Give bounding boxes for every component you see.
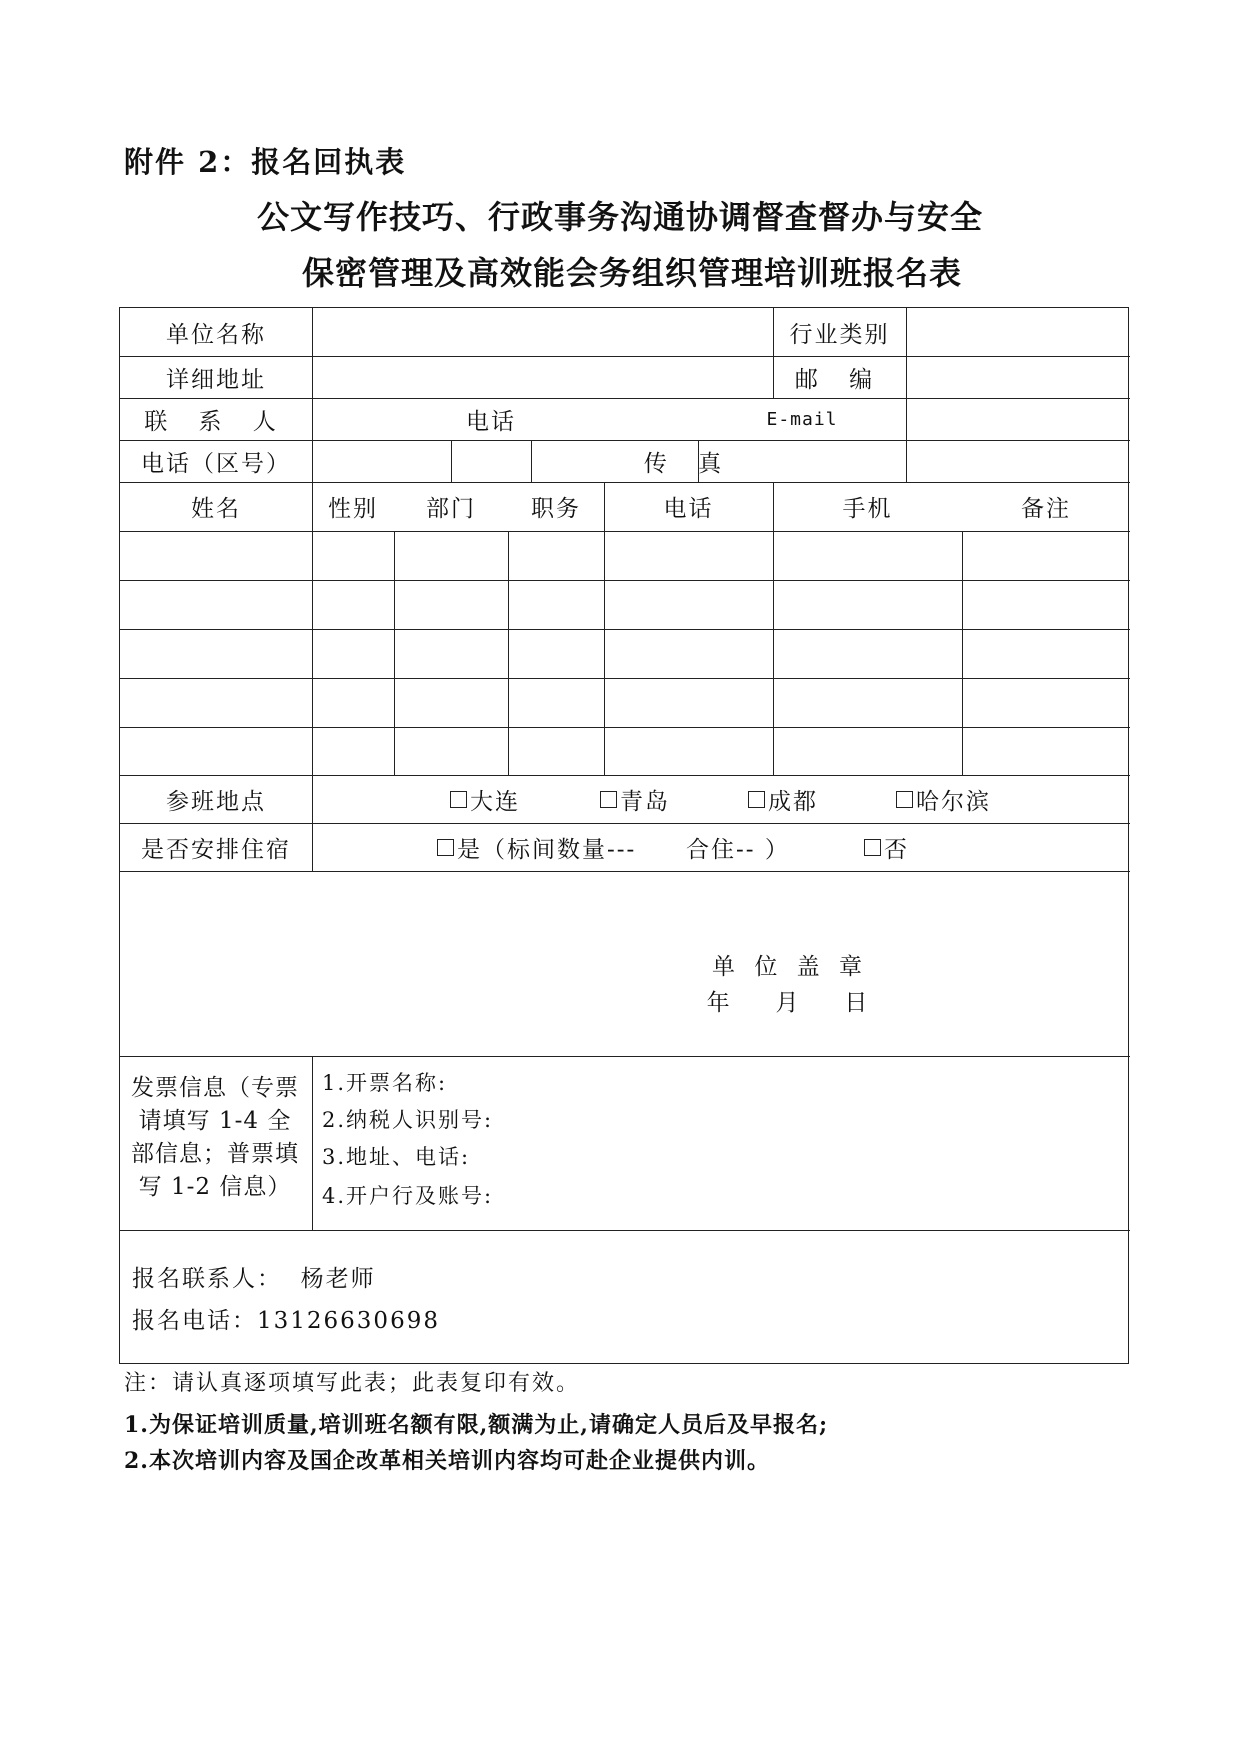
registration-phone: 报名电话：13126630698	[132, 1307, 440, 1334]
postcode-label: 邮 编	[794, 366, 885, 393]
location-option-chengdu[interactable]	[748, 775, 848, 823]
table-row[interactable]	[120, 580, 1130, 629]
location-option-label: 青岛	[620, 788, 670, 815]
industry-label: 行业类别	[789, 321, 890, 348]
col-header-mobile: 手机	[842, 496, 893, 522]
form-title-line-1: 公文写作技巧、行政事务沟通协调督查督办与安全	[256, 198, 983, 236]
location-option-label: 哈尔滨	[916, 788, 991, 815]
checkbox-icon[interactable]	[437, 839, 454, 856]
note-limited-seats: 1.为保证培训质量,培训班名额有限,额满为止,请确定人员后及早报名;	[124, 1412, 829, 1438]
unit-name-field[interactable]	[313, 308, 773, 356]
fax-field[interactable]	[774, 440, 1130, 482]
location-option-harbin[interactable]	[896, 775, 1026, 823]
form-title-line-2: 保密管理及高效能会务组织管理培训班报名表	[301, 254, 962, 292]
checkbox-icon[interactable]	[450, 791, 467, 808]
industry-field[interactable]	[907, 308, 1130, 356]
lodging-option-no[interactable]	[864, 823, 944, 871]
col-header-position: 职务	[531, 496, 581, 522]
invoice-item: 1.开票名称:	[322, 1071, 448, 1095]
lodging-option-yes[interactable]	[437, 823, 667, 871]
checkbox-icon[interactable]	[864, 839, 881, 856]
table-row[interactable]	[120, 629, 1130, 678]
location-label: 参班地点	[166, 788, 266, 815]
lodging-no-label: 否	[884, 836, 909, 863]
contact-field[interactable]	[313, 398, 451, 440]
seal-label: 单 位 盖 章	[712, 953, 868, 980]
attachment-label: 附件 2：报名回执表	[124, 145, 407, 179]
lodging-share-label: 合住-- ）	[686, 836, 790, 863]
note-inhouse-training: 2.本次培训内容及国企改革相关培训内容均可赴企业提供内训。	[124, 1448, 770, 1474]
checkbox-icon[interactable]	[600, 791, 617, 808]
registration-contact: 报名联系人： 杨老师	[132, 1265, 376, 1292]
note-copy-valid: 注：请认真逐项填写此表；此表复印有效。	[124, 1371, 581, 1396]
location-option-dalian[interactable]	[450, 775, 550, 823]
phone-area-label: 电话（区号）	[141, 450, 291, 477]
invoice-item: 3.地址、电话:	[322, 1145, 471, 1169]
phone-field[interactable]	[532, 398, 698, 440]
date-label: 年 月 日	[706, 989, 874, 1016]
invoice-item: 4.开户行及账号:	[322, 1184, 494, 1208]
col-header-department: 部门	[426, 496, 476, 522]
registration-form	[119, 307, 1129, 1364]
invoice-label: 发票信息（专票请填写 1-4 全部信息；普票填写 1-2 信息）	[131, 1075, 299, 1200]
col-header-gender: 性别	[328, 496, 378, 522]
address-field[interactable]	[313, 356, 773, 398]
email-label: E-mail	[766, 408, 838, 430]
checkbox-icon[interactable]	[896, 791, 913, 808]
col-header-name: 姓名	[191, 496, 241, 522]
email-field[interactable]	[907, 398, 1130, 440]
address-label: 详细地址	[166, 366, 266, 393]
checkbox-icon[interactable]	[748, 791, 765, 808]
location-option-label: 成都	[768, 788, 818, 815]
invoice-item: 2.纳税人识别号:	[322, 1108, 494, 1132]
table-row[interactable]	[120, 678, 1130, 727]
location-option-label: 大连	[470, 788, 520, 815]
contact-label: 联 系 人	[144, 408, 288, 435]
location-option-qingdao[interactable]	[600, 775, 700, 823]
table-row[interactable]	[120, 531, 1130, 580]
lodging-label: 是否安排住宿	[141, 836, 291, 863]
col-header-phone: 电话	[663, 496, 714, 522]
unit-name-label: 单位名称	[166, 321, 266, 348]
phone-label: 电话	[466, 408, 516, 435]
fax-label: 传 真	[643, 450, 734, 477]
table-row[interactable]	[120, 727, 1130, 775]
phone-area-field[interactable]	[313, 440, 604, 482]
lodging-yes-label: 是（标间数量---	[457, 836, 637, 863]
col-header-remarks: 备注	[1021, 496, 1071, 522]
postcode-field[interactable]	[907, 356, 1130, 398]
